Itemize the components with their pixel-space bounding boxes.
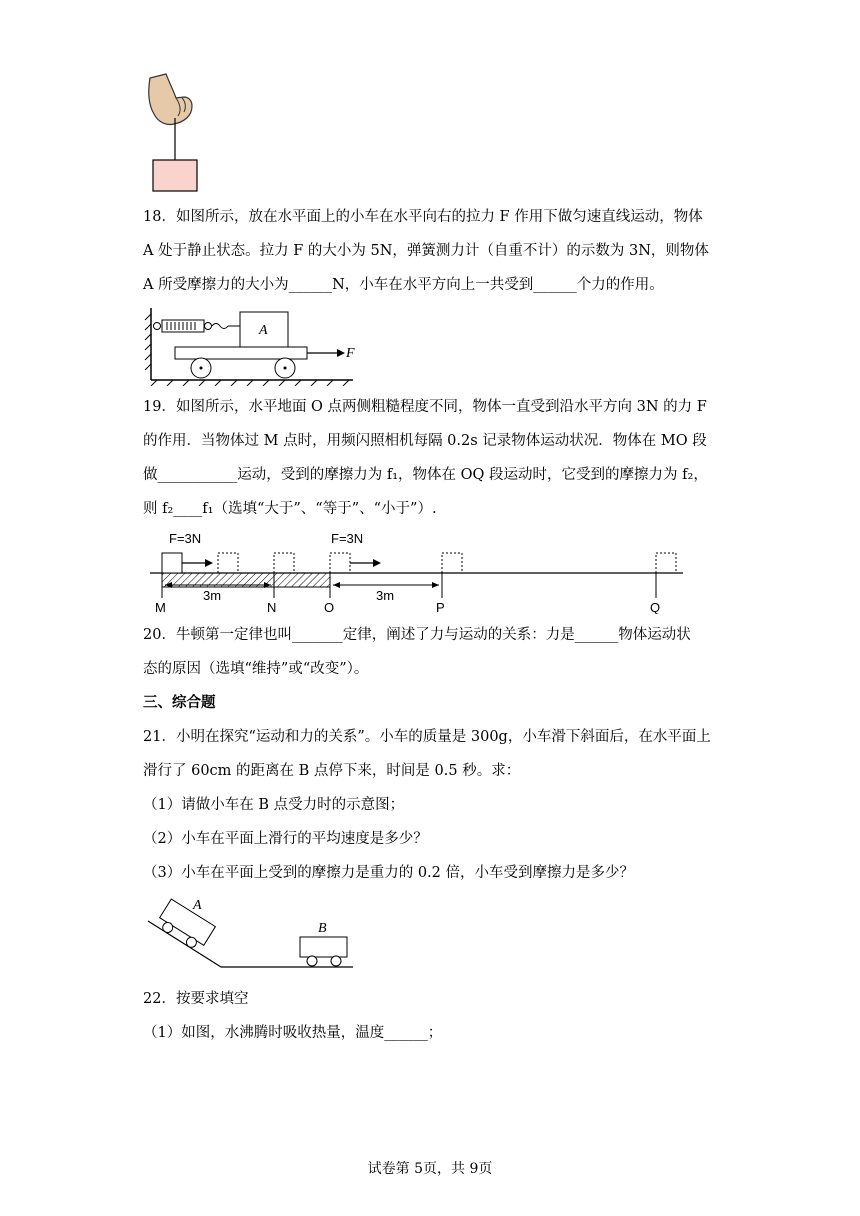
hand-icon	[149, 74, 192, 125]
q20-line2: 态的原因（选填“维持”或“改变”）。	[143, 661, 369, 677]
point-q: Q	[650, 600, 661, 614]
q21-sub1: （1）请做小车在 B 点受力时的示意图；	[143, 797, 405, 813]
q18-line3: A 所受摩擦力的大小为______N，小车在水平方向上一共受到______个力的作用。	[143, 277, 664, 293]
q19-line4: 则 f₂____f₁（选填“大于”、“等于”、“小于”）.	[143, 501, 437, 517]
block-o	[330, 553, 350, 573]
q19-line3: 做___________运动，受到的摩擦力为 f₁，物体在 OQ 段运动时，它受到的摩擦力为 f₂，	[143, 467, 708, 483]
strobe-motion-figure	[145, 528, 690, 614]
block-m	[162, 553, 182, 573]
q22-sub1: （1）如图，水沸腾时吸收热量，温度______；	[143, 1025, 443, 1041]
section-title: 三、综合题	[143, 694, 216, 711]
q21-line2: 滑行了 60cm 的距离在 B 点停下来，时间是 0.5 秒。求：	[143, 763, 521, 779]
hanging-block	[153, 160, 197, 191]
ghost-block-p	[442, 553, 462, 573]
hand-block-figure	[140, 70, 210, 195]
point-m: M	[155, 600, 166, 614]
force-label: F	[346, 346, 355, 361]
q21-sub2: （2）小车在平面上滑行的平均速度是多少？	[143, 831, 428, 847]
force-label-1: F=3N	[169, 531, 202, 546]
cart-spring-figure	[143, 306, 358, 386]
point-n: N	[267, 600, 277, 614]
cart-b-body	[300, 937, 347, 957]
distance-mn: 3m	[203, 588, 222, 603]
distance-op: 3m	[376, 588, 395, 603]
ghost-block-2	[274, 553, 294, 573]
incline-cart-figure	[143, 893, 358, 973]
q19-line2: 的作用．当物体过 M 点时，用频闪照相机每隔 0.2s 记录物体运动状况．物体在 MO 段	[143, 433, 707, 449]
cart-body	[175, 347, 307, 359]
ghost-block-1	[218, 553, 238, 573]
force-label-2: F=3N	[331, 531, 364, 546]
point-o: O	[324, 600, 335, 614]
q20-line1: 20．牛顿第一定律也叫_______定律，阐述了力与运动的关系：力是______物体运动状	[143, 627, 691, 643]
block-a-label: A	[259, 323, 268, 338]
q19-line1: 19．如图所示，水平地面 O 点两侧粗糙程度不同，物体一直受到沿水平方向 3N 的力 F	[143, 399, 707, 415]
ghost-block-q	[656, 553, 676, 573]
q21-line1: 21．小明在探究“运动和力的关系”。小车的质量是 300g，小车滑下斜面后，在水平面上	[143, 729, 711, 745]
cart-a-label: A	[193, 898, 202, 913]
page-footer: 试卷第 5页，共 9页	[367, 1161, 493, 1177]
q18-line1: 18．如图所示，放在水平面上的小车在水平向右的拉力 F 作用下做匀速直线运动，物体	[143, 209, 703, 225]
point-p: P	[436, 600, 445, 614]
q18-line2: A 处于静止状态。拉力 F 的大小为 5N，弹簧测力计（自重不计）的示数为 3N，则物体	[143, 243, 709, 259]
q21-sub3: （3）小车在平面上受到的摩擦力是重力的 0.2 倍，小车受到摩擦力是多少？	[143, 865, 635, 881]
q22-line1: 22．按要求填空	[143, 991, 249, 1007]
cart-b-label: B	[318, 921, 327, 936]
